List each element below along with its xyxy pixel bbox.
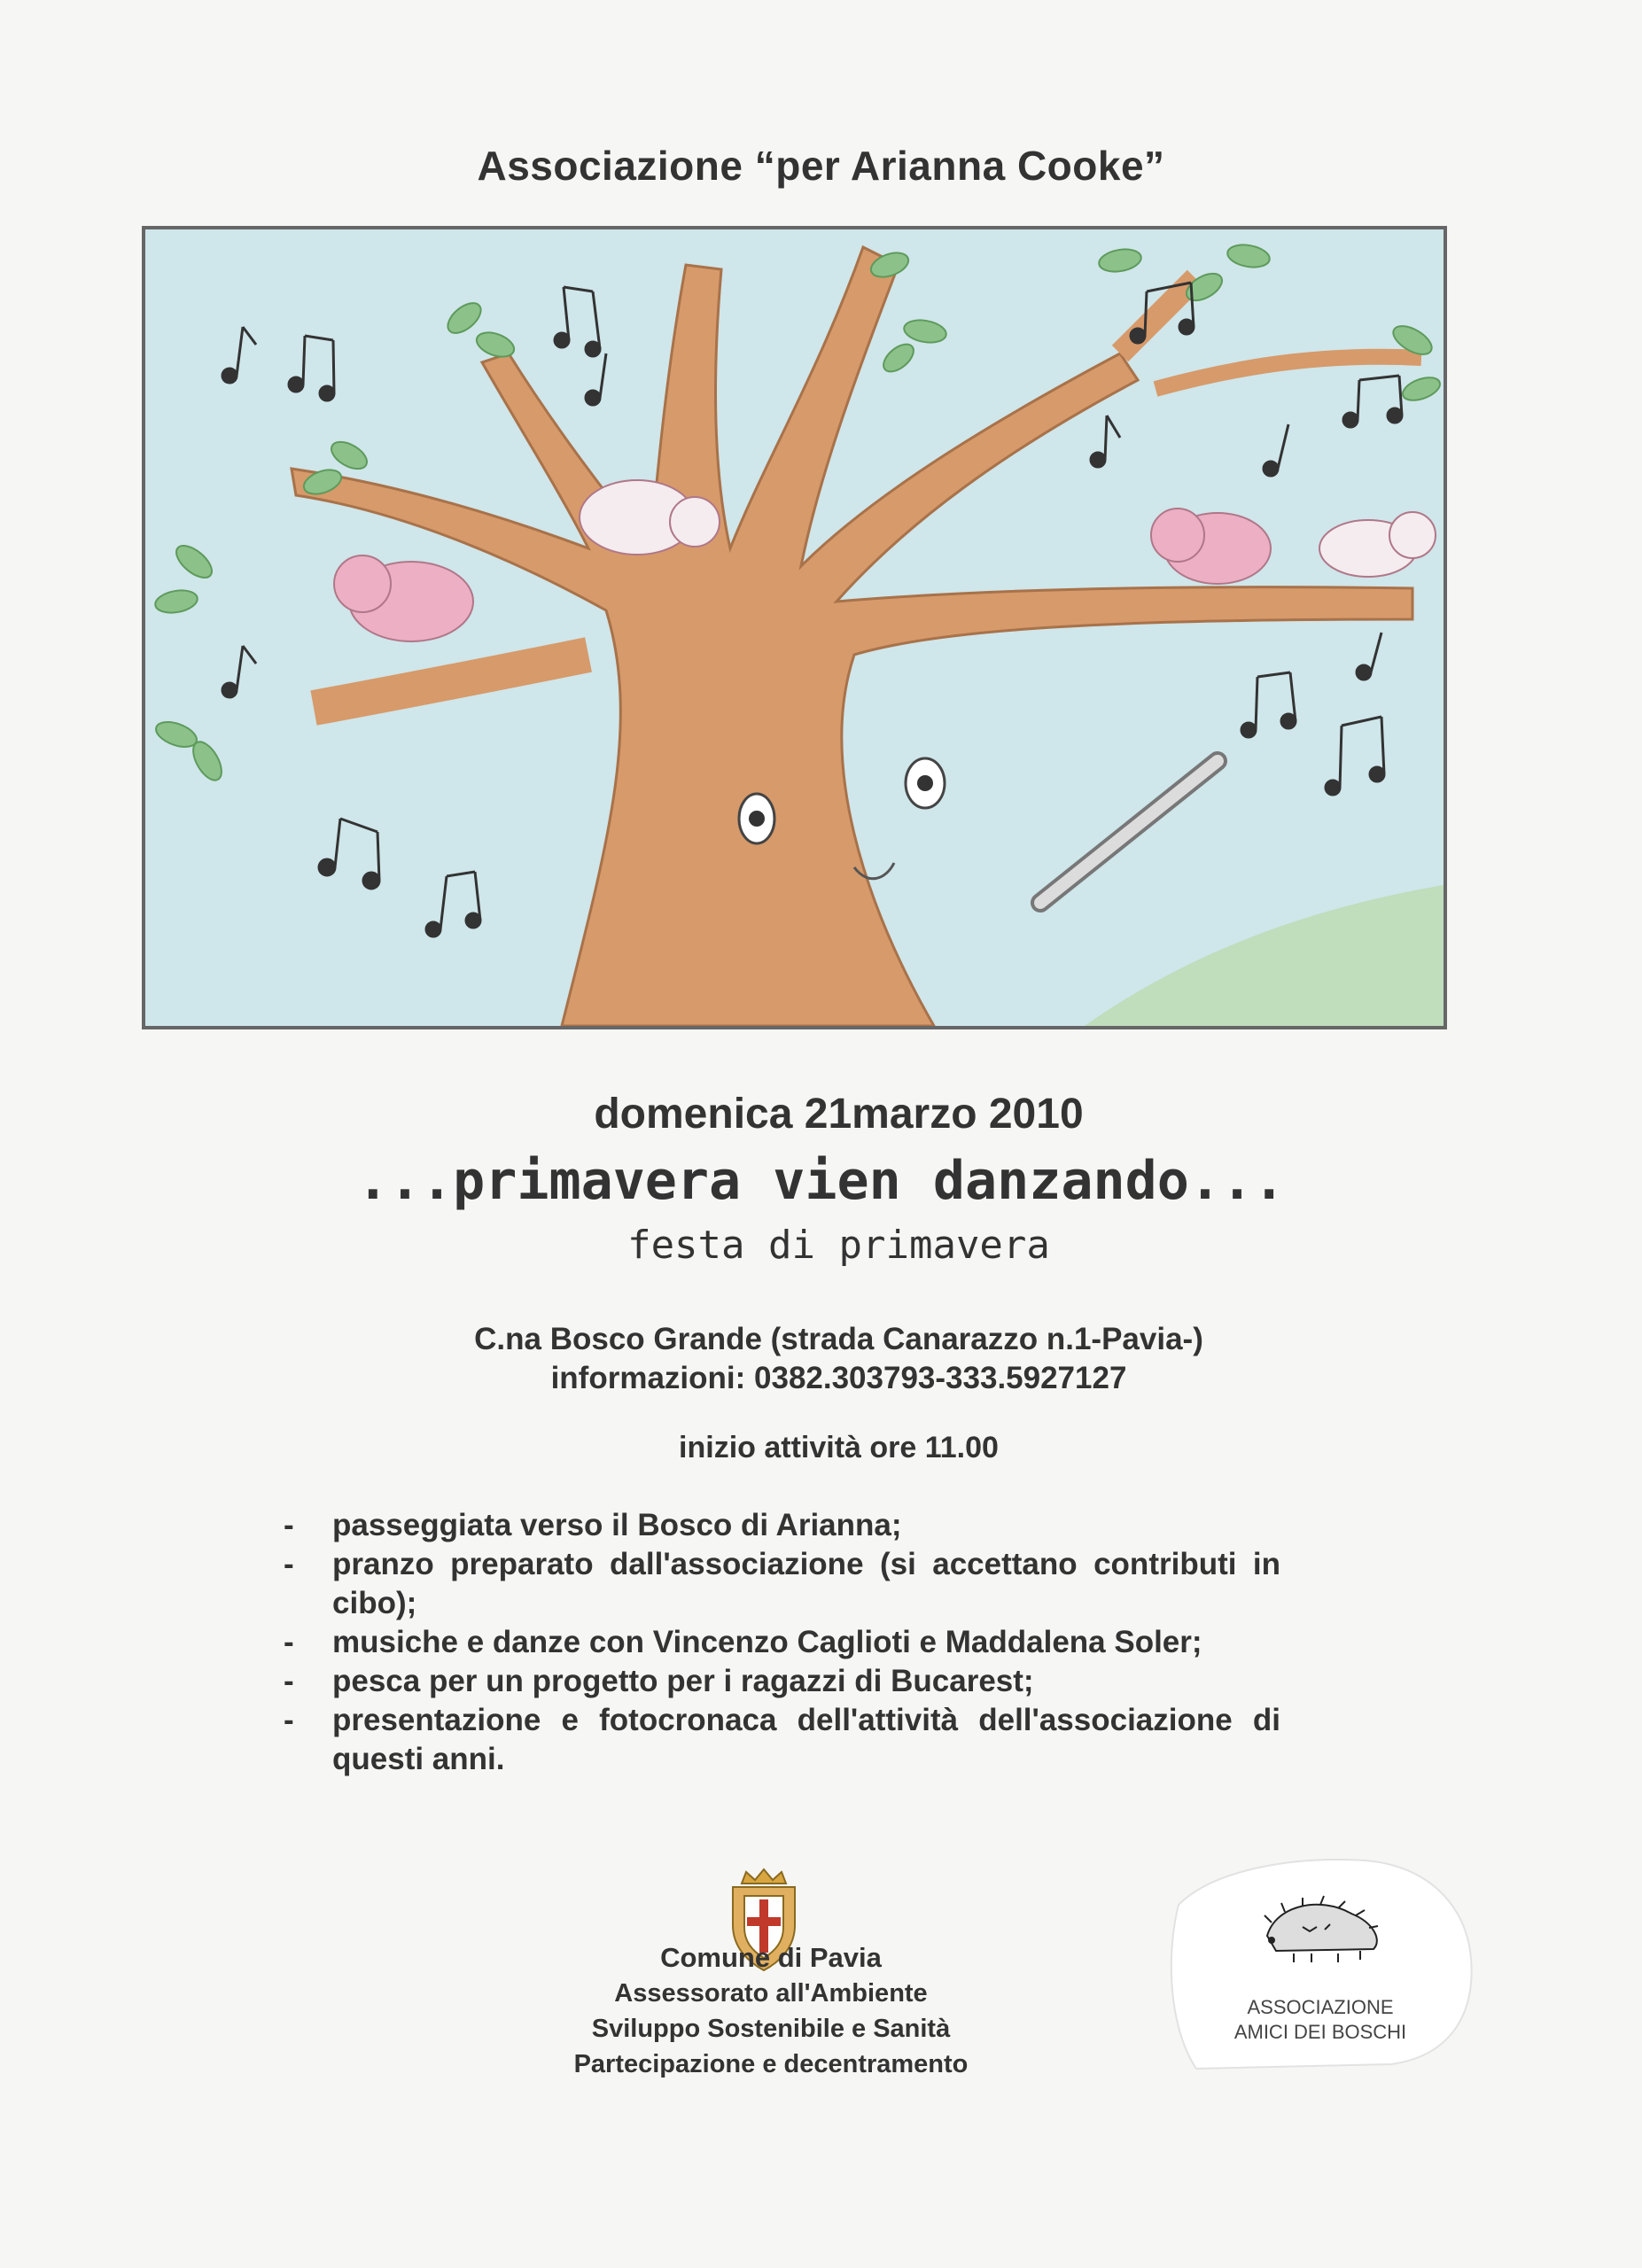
- list-item-text: musiche e danze con Vincenzo Caglioti e Maddalena Soler;: [332, 1625, 1202, 1659]
- partner-name: [1179, 1995, 1462, 2045]
- tree-illustration: [142, 226, 1447, 1029]
- list-item-text: passeggiata verso il Bosco di Arianna;: [332, 1508, 902, 1542]
- start-time: inizio attività ore 11.00: [679, 1431, 999, 1464]
- partner-line-2: AMICI DEI BOSCHI: [1233, 2021, 1407, 2043]
- list-item: [284, 1623, 1280, 1662]
- list-bullet: -: [284, 1547, 294, 1581]
- sponsor-block: [496, 1940, 1046, 2082]
- sponsor-department: Assessorato all'Ambiente: [614, 1979, 928, 2008]
- event-name: festa di primavera: [627, 1223, 1050, 1268]
- list-item: [284, 1545, 1280, 1623]
- sponsor-name: Comune di Pavia: [660, 1942, 882, 1973]
- list-bullet: -: [284, 1664, 294, 1698]
- tree-drawing: [145, 229, 1444, 1026]
- list-bullet: -: [284, 1625, 294, 1659]
- partner-line-1: ASSOCIAZIONE: [1247, 1996, 1394, 2018]
- event-subtitle: ...primavera vien danzando...: [356, 1150, 1286, 1212]
- list-item-text: pesca per un progetto per i ragazzi di Bucarest;: [332, 1664, 1034, 1698]
- list-item: [284, 1506, 1280, 1545]
- sponsor-office: Sviluppo Sostenibile e Sanità: [591, 2015, 951, 2043]
- association-title: Associazione “per Arianna Cooke”: [477, 143, 1165, 189]
- event-date: domenica 21marzo 2010: [594, 1091, 1084, 1138]
- list-bullet: -: [284, 1508, 294, 1542]
- list-item-text: pranzo preparato dall'associazione (si accettano contributi in cibo);: [332, 1547, 1280, 1620]
- list-item: [284, 1701, 1280, 1779]
- event-location: [0, 1320, 1642, 1398]
- phone-line: informazioni: 0382.303793-333.5927127: [550, 1361, 1127, 1395]
- activity-list: [284, 1506, 1280, 1779]
- sponsor-participation: Partecipazione e decentramento: [573, 2050, 969, 2078]
- address-line: C.na Bosco Grande (strada Canarazzo n.1-Pavia-): [474, 1322, 1203, 1356]
- list-item-text: presentazione e fotocronaca dell'attività dell'associazione di questi anni.: [332, 1703, 1280, 1776]
- list-bullet: -: [284, 1703, 294, 1737]
- list-item: [284, 1662, 1280, 1701]
